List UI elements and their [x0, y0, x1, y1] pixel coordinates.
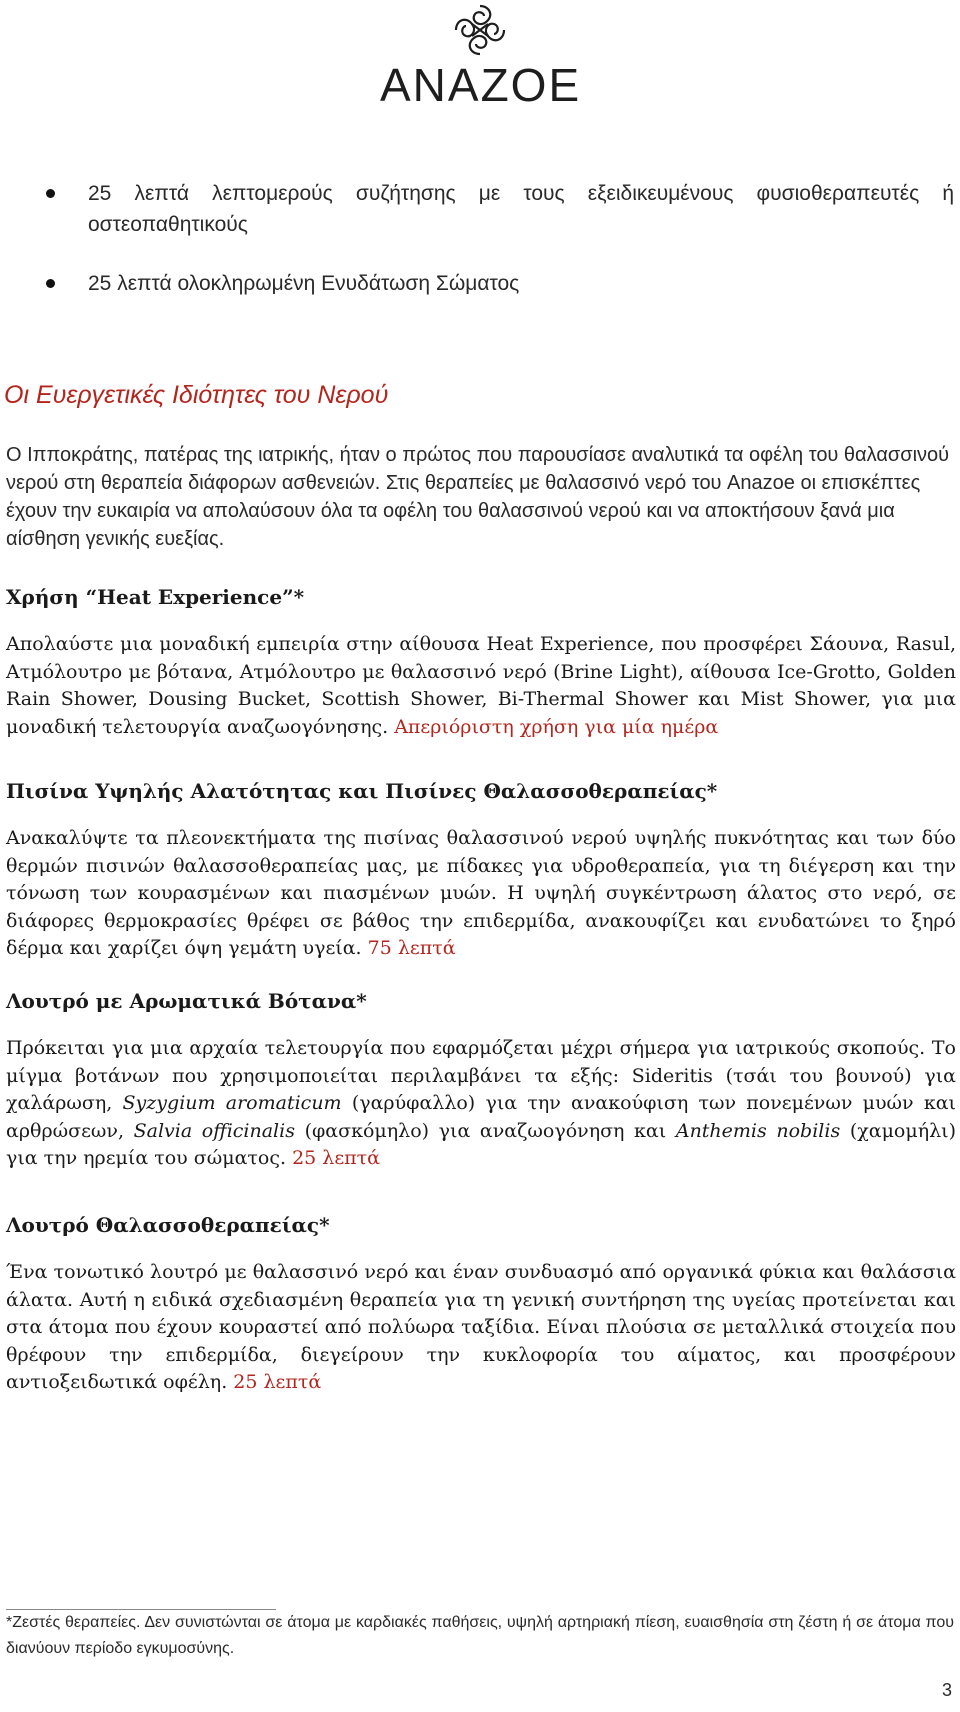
pool-text — [6, 825, 956, 963]
pool-duration: 75 λεπτά — [367, 937, 456, 959]
thalasso-bath-body: Ένα τονωτικό λουτρό με θαλασσινό νερό και έναν συνδυασμό από οργανικά φύκια και θαλάσσια άλατα. Αυτή η ειδικά σχεδιασμένη θεραπεία για τη γενική συντήρηση της υγείας προτείνεται και στα άτομα που έχουν κουραστεί από πολύωρα ταξίδια. Είναι πλούσια σε μεταλλικά στοιχεία που θρέφουν την επιδερμίδα, διεγείρουν την κυκλοφορία του αίματος, και προσφέρουν αντιοξειδωτικά οφέλη. — [6, 1261, 956, 1393]
herb-name-syzygium: Syzygium aromaticum — [122, 1092, 342, 1114]
bullet-list — [42, 178, 954, 299]
pool-section — [6, 777, 956, 963]
footnote: *Ζεστές θεραπείες. Δεν συνιστώνται σε άτομα με καρδιακές παθήσεις, υψηλή αρτηριακή πίεση, ευαισθησία στη ζέστη ή σε άτομα που διανύουν περίοδο εγκυμοσύνης. — [6, 1614, 954, 1657]
herbal-bath-section — [6, 987, 956, 1173]
thalasso-bath-heading: Λουτρό Θαλασσοθεραπείας* — [6, 1213, 330, 1237]
bullet-icon — [46, 189, 55, 198]
bullet-icon — [46, 279, 55, 288]
pool-heading: Πισίνα Υψηλής Αλατότητας και Πισίνες Θαλασσοθεραπείας* — [6, 779, 718, 803]
heat-experience-section — [6, 583, 956, 741]
list-item-text: 25 λεπτά ολοκληρωμένη Ενυδάτωση Σώματος — [88, 272, 520, 295]
herbal-bath-body-4: (χαμομήλι) για την ηρεμία του σώματος. — [6, 1119, 957, 1169]
herbal-bath-body-1: Πρόκειται για μια αρχαία τελετουργία που εφαρμόζεται μέχρι σήμερα για ιατρικούς σκοπούς. Το μίγμα βοτάνων που χρησιμοποιείται περιλαμβάνει τα εξής: Sideritis (τσάι του βουνού) για χαλάρωση, — [6, 1037, 956, 1114]
herbal-bath-body-3: (φασκόμηλο) για αναζωογόνηση και — [294, 1119, 676, 1142]
herbal-bath-heading: Λουτρό με Αρωματικά Βότανα* — [6, 989, 367, 1013]
list-item — [42, 268, 954, 299]
pool-body: Ανακαλύψτε τα πλεονεκτήματα της πισίνας θαλασσινού νερού υψηλής πυκνότητας και των δύο θερμών πισινών θαλασσοθεραπείας μας, με πίδακες για υδροθεραπεία, για τη διέγερση και την τόνωση των κουρασμένων και πιασμένων μυών. Η υψηλή συγκέντρωση άλατος στο νερό, σε διάφορες θερμοκρασίες θρέφει σε βάθος την επιδερμίδα, ανακουφίζει και ενυδατώνει το ξηρό δέρμα και χαρίζει όψη γεμάτη υγεία. — [6, 827, 956, 959]
herb-name-salvia: Salvia officinalis — [133, 1119, 295, 1142]
section-title: Οι Ευεργετικές Ιδιότητες του Νερού — [4, 381, 389, 409]
herbal-bath-body-2: (γαρύφαλλο) για την ανακούφιση των πονεμένων μυών και αρθρώσεων, — [6, 1092, 957, 1142]
heat-experience-heading: Χρήση “Heat Experience”* — [6, 585, 305, 609]
thalasso-bath-section — [6, 1211, 956, 1397]
list-item — [42, 178, 954, 240]
heat-experience-text — [6, 631, 956, 741]
thalasso-bath-duration: 25 λεπτά — [233, 1371, 322, 1393]
heat-experience-body: Απολαύστε μια μοναδική εμπειρία στην αίθουσα Heat Experience, που προσφέρει Σάουνα, Rasul, Ατμόλουτρο με βότανα, Ατμόλουτρο με θαλασσινό νερό (Brine Light), αίθουσα Ice-Grotto, Golden Rain Shower, Dousing Bucket, Scottish Shower, Bi-Thermal Shower και Mist Shower, για μια μοναδική τελετουργία αναζωογόνησης. — [6, 633, 956, 738]
herb-name-anthemis: Anthemis nobilis — [675, 1119, 841, 1142]
intro-paragraph: Ο Ιπποκράτης, πατέρας της ιατρικής, ήταν ο πρώτος που παρουσίασε αναλυτικά τα οφέλη του θαλασσινού νερού στη θεραπεία διάφορων ασθενειών. Στις θεραπείες με θαλασσινό νερό του Anazoe οι επισκέπτες έχουν την ευκαιρία να απολαύσουν όλα τα οφέλη του θαλασσινού νερού και να αποκτήσουν ξανά μια αίσθηση γενικής ευεξίας. — [6, 444, 950, 550]
list-item-text: 25 λεπτά λεπτομερούς συζήτησης με τους εξειδικευμένους φυσιοθεραπευτές ή οστεοπαθητικούς — [88, 182, 954, 236]
herbal-bath-duration: 25 λεπτά — [292, 1147, 381, 1169]
page-number: 3 — [941, 1680, 952, 1700]
anazoe-logo — [380, 2, 580, 120]
celtic-knot-icon — [450, 2, 510, 58]
heat-experience-duration: Απεριόριστη χρήση για μία ημέρα — [394, 715, 719, 738]
herbal-bath-text — [6, 1035, 956, 1173]
logo-wordmark: ANAZOE — [380, 59, 582, 111]
thalasso-bath-text — [6, 1259, 956, 1397]
